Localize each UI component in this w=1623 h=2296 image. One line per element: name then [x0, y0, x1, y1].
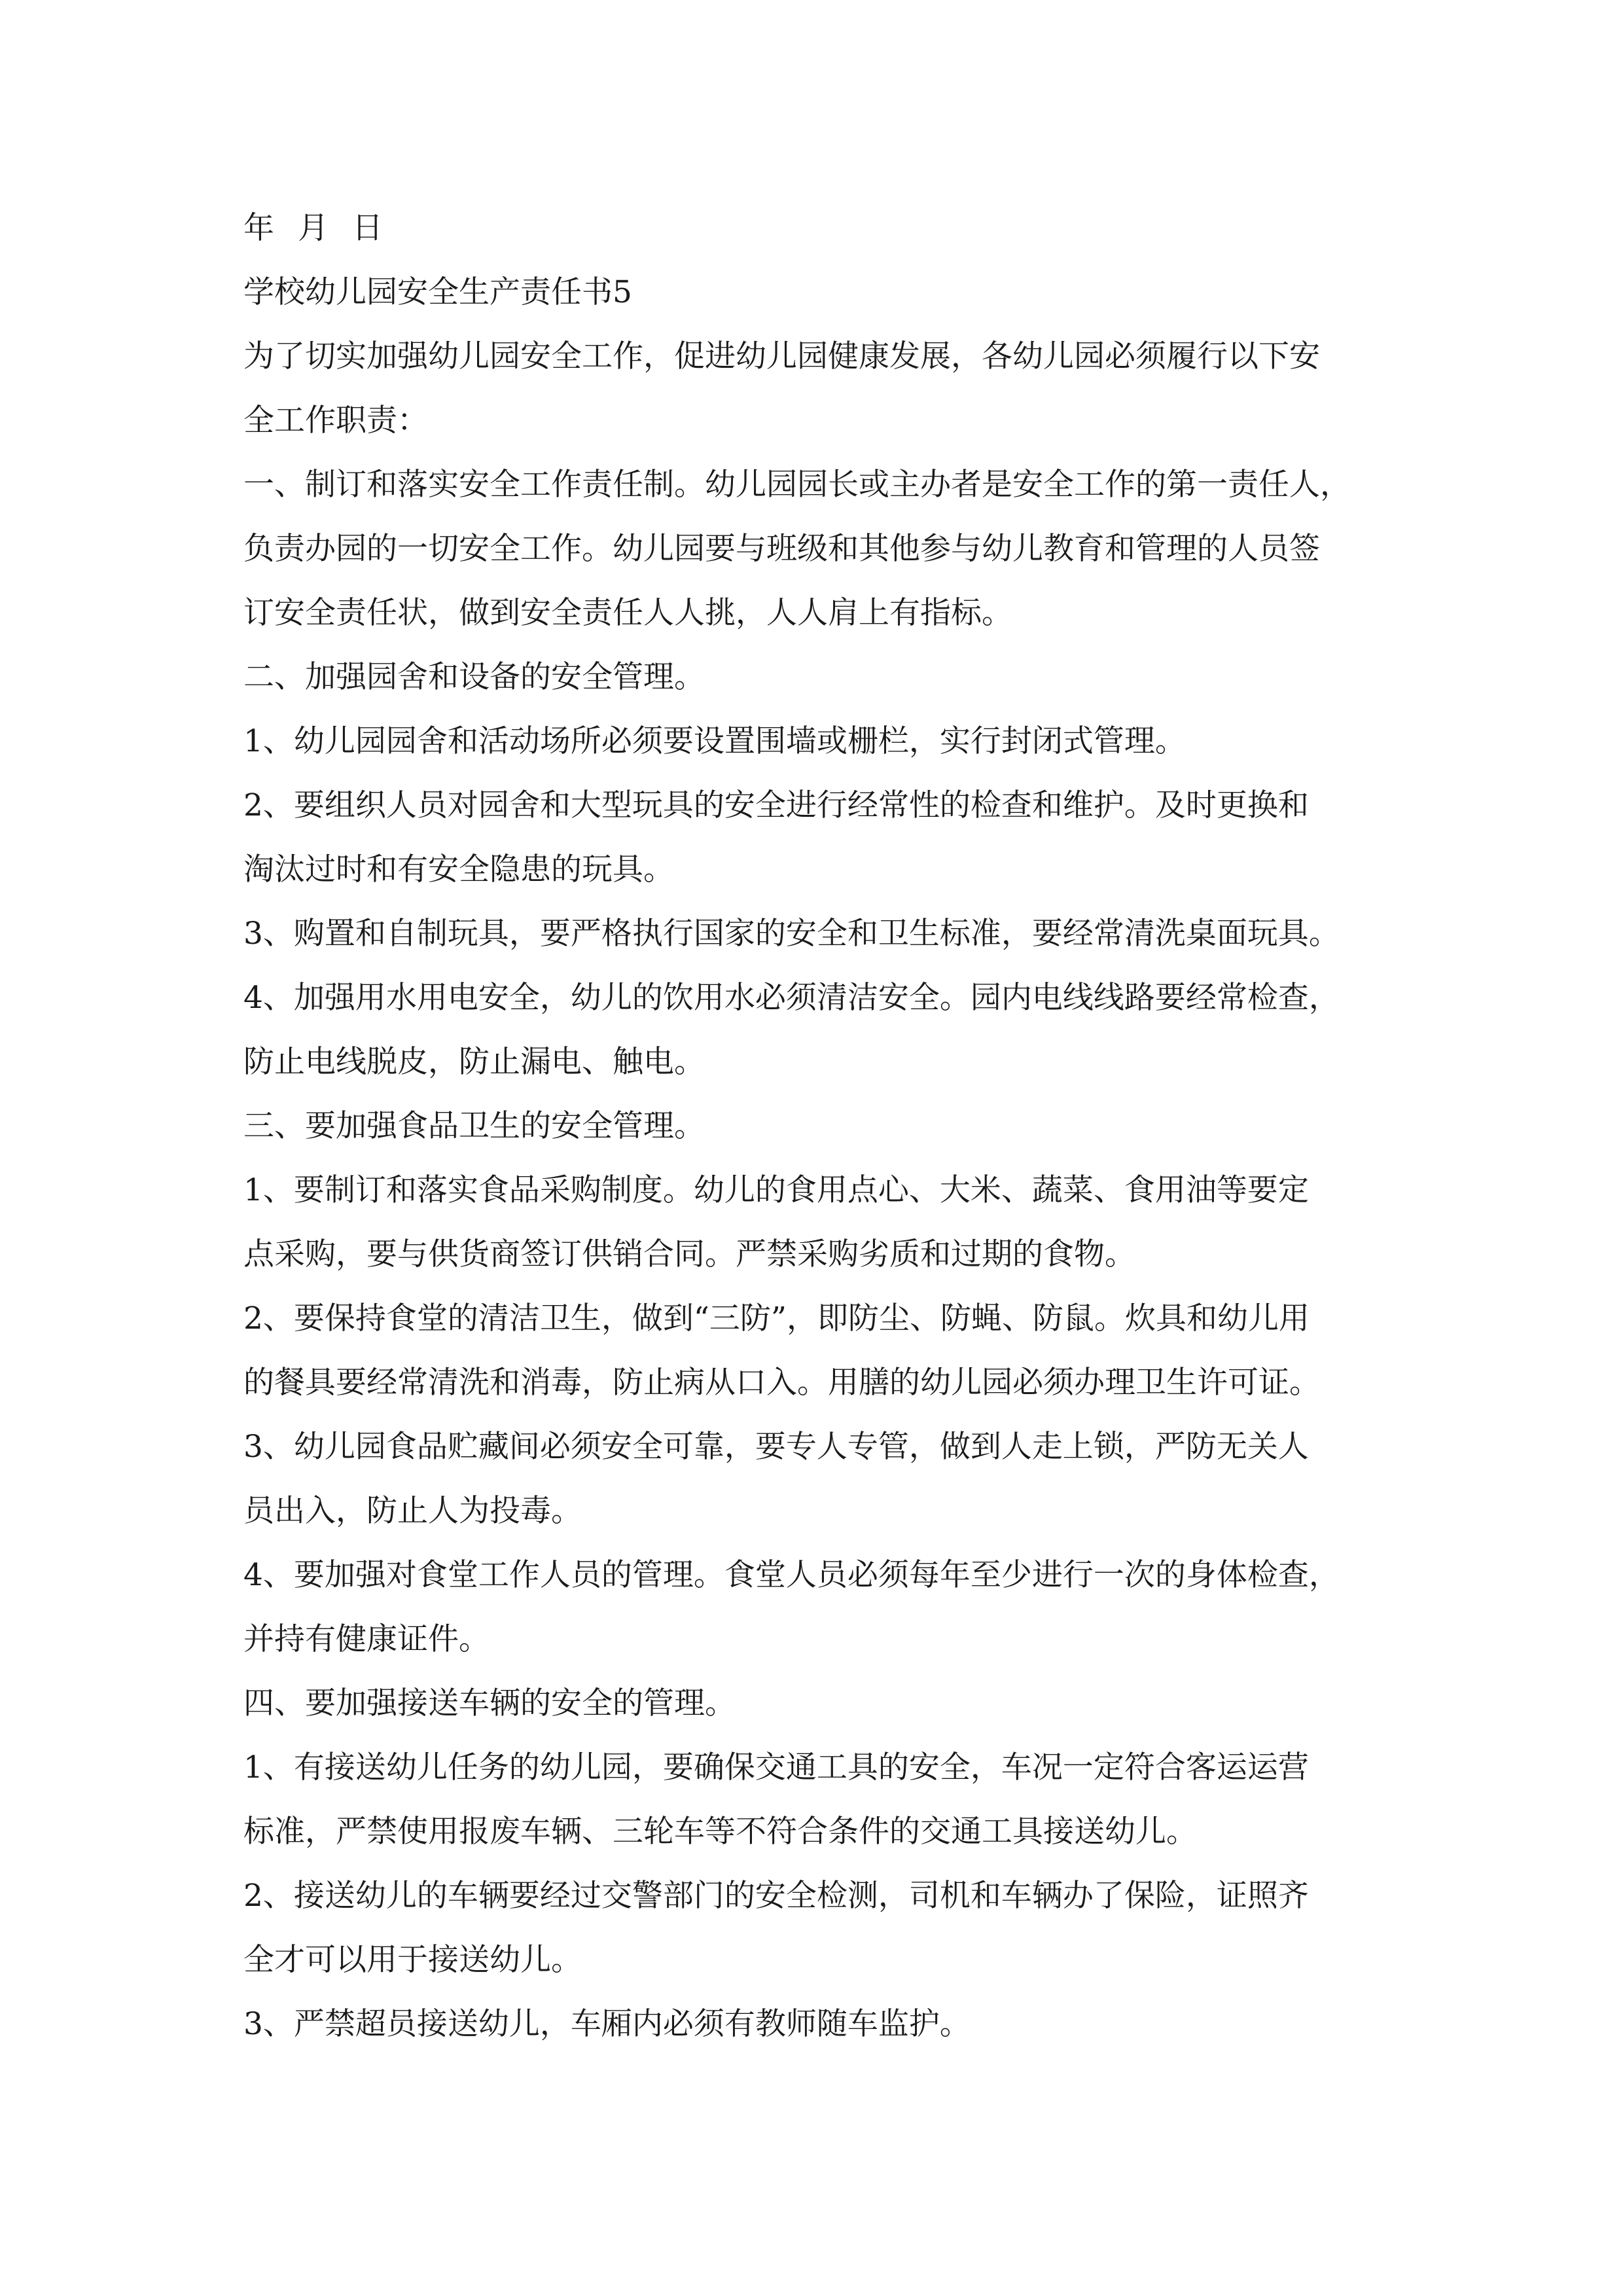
text-line: 并持有健康证件。: [243, 1621, 490, 1657]
text-line: 负责办园的一切安全工作。幼儿园要与班级和其他参与幼儿教育和管理的人员签: [243, 531, 1320, 567]
text-line: 2、要组织人员对园舍和大型玩具的安全进行经常性的检查和维护。及时更换和: [243, 787, 1309, 823]
text-line: 3、购置和自制玩具，要严格执行国家的安全和卫生标准，要经常清洗桌面玩具。: [243, 916, 1340, 952]
section-heading: 二、加强园舍和设备的安全管理。: [243, 659, 705, 695]
date-year: 年: [243, 210, 274, 246]
text-line: 4、要加强对食堂工作人员的管理。食堂人员必须每年至少进行一次的身体检查，: [243, 1557, 1340, 1593]
section-heading: 一、制订和落实安全工作责任制。幼儿园园长或主办者是安全工作的第一责任人，: [243, 467, 1351, 503]
text-line: 订安全责任状，做到安全责任人人挑，人人肩上有指标。: [243, 595, 1012, 631]
section-heading: 三、要加强食品卫生的安全管理。: [243, 1108, 705, 1144]
document-body: [243, 196, 1389, 2056]
text-line: 4、加强用水用电安全，幼儿的饮用水必须清洁安全。园内电线线路要经常检查，: [243, 980, 1340, 1016]
text-line: 淘汰过时和有安全隐患的玩具。: [243, 852, 674, 888]
text-line: 1、要制订和落实食品采购制度。幼儿的食用点心、大米、蔬菜、食用油等要定: [243, 1172, 1309, 1208]
text-line: 1、有接送幼儿任务的幼儿园，要确保交通工具的安全，车况一定符合客运运营: [243, 1749, 1309, 1785]
section-heading: 四、要加强接送车辆的安全的管理。: [243, 1685, 736, 1721]
text-line: 的餐具要经常清洗和消毒，防止病从口入。用膳的幼儿园必须办理卫生许可证。: [243, 1365, 1320, 1401]
text-line: 1、幼儿园园舍和活动场所必须要设置围墙或栅栏，实行封闭式管理。: [243, 723, 1186, 759]
text-line: 员出入，防止人为投毒。: [243, 1493, 582, 1529]
date-month: 月: [298, 210, 329, 246]
text-line: 全才可以用于接送幼儿。: [243, 1942, 582, 1978]
text-line: 2、接送幼儿的车辆要经过交警部门的安全检测，司机和车辆办了保险，证照齐: [243, 1878, 1309, 1914]
document-title: 学校幼儿园安全生产责任书5: [243, 274, 632, 310]
date-day: 日: [352, 210, 383, 246]
text-line: 点采购，要与供货商签订供销合同。严禁采购劣质和过期的食物。: [243, 1236, 1135, 1272]
text-line: 3、严禁超员接送幼儿，车厢内必须有教师随车监护。: [243, 2006, 971, 2042]
text-line: 3、幼儿园食品贮藏间必须安全可靠，要专人专管，做到人走上锁，严防无关人: [243, 1429, 1309, 1465]
text-line: 为了切实加强幼儿园安全工作，促进幼儿园健康发展，各幼儿园必须履行以下安: [243, 338, 1320, 374]
text-line: 防止电线脱皮，防止漏电、触电。: [243, 1044, 705, 1080]
text-line: 全工作职责：: [243, 403, 428, 439]
text-line: 标准，严禁使用报废车辆、三轮车等不符合条件的交通工具接送幼儿。: [243, 1814, 1197, 1850]
text-line: 2、要保持食堂的清洁卫生，做到“三防”，即防尘、防蝇、防鼠。炊具和幼儿用: [243, 1300, 1310, 1336]
date-line: [243, 196, 1389, 260]
